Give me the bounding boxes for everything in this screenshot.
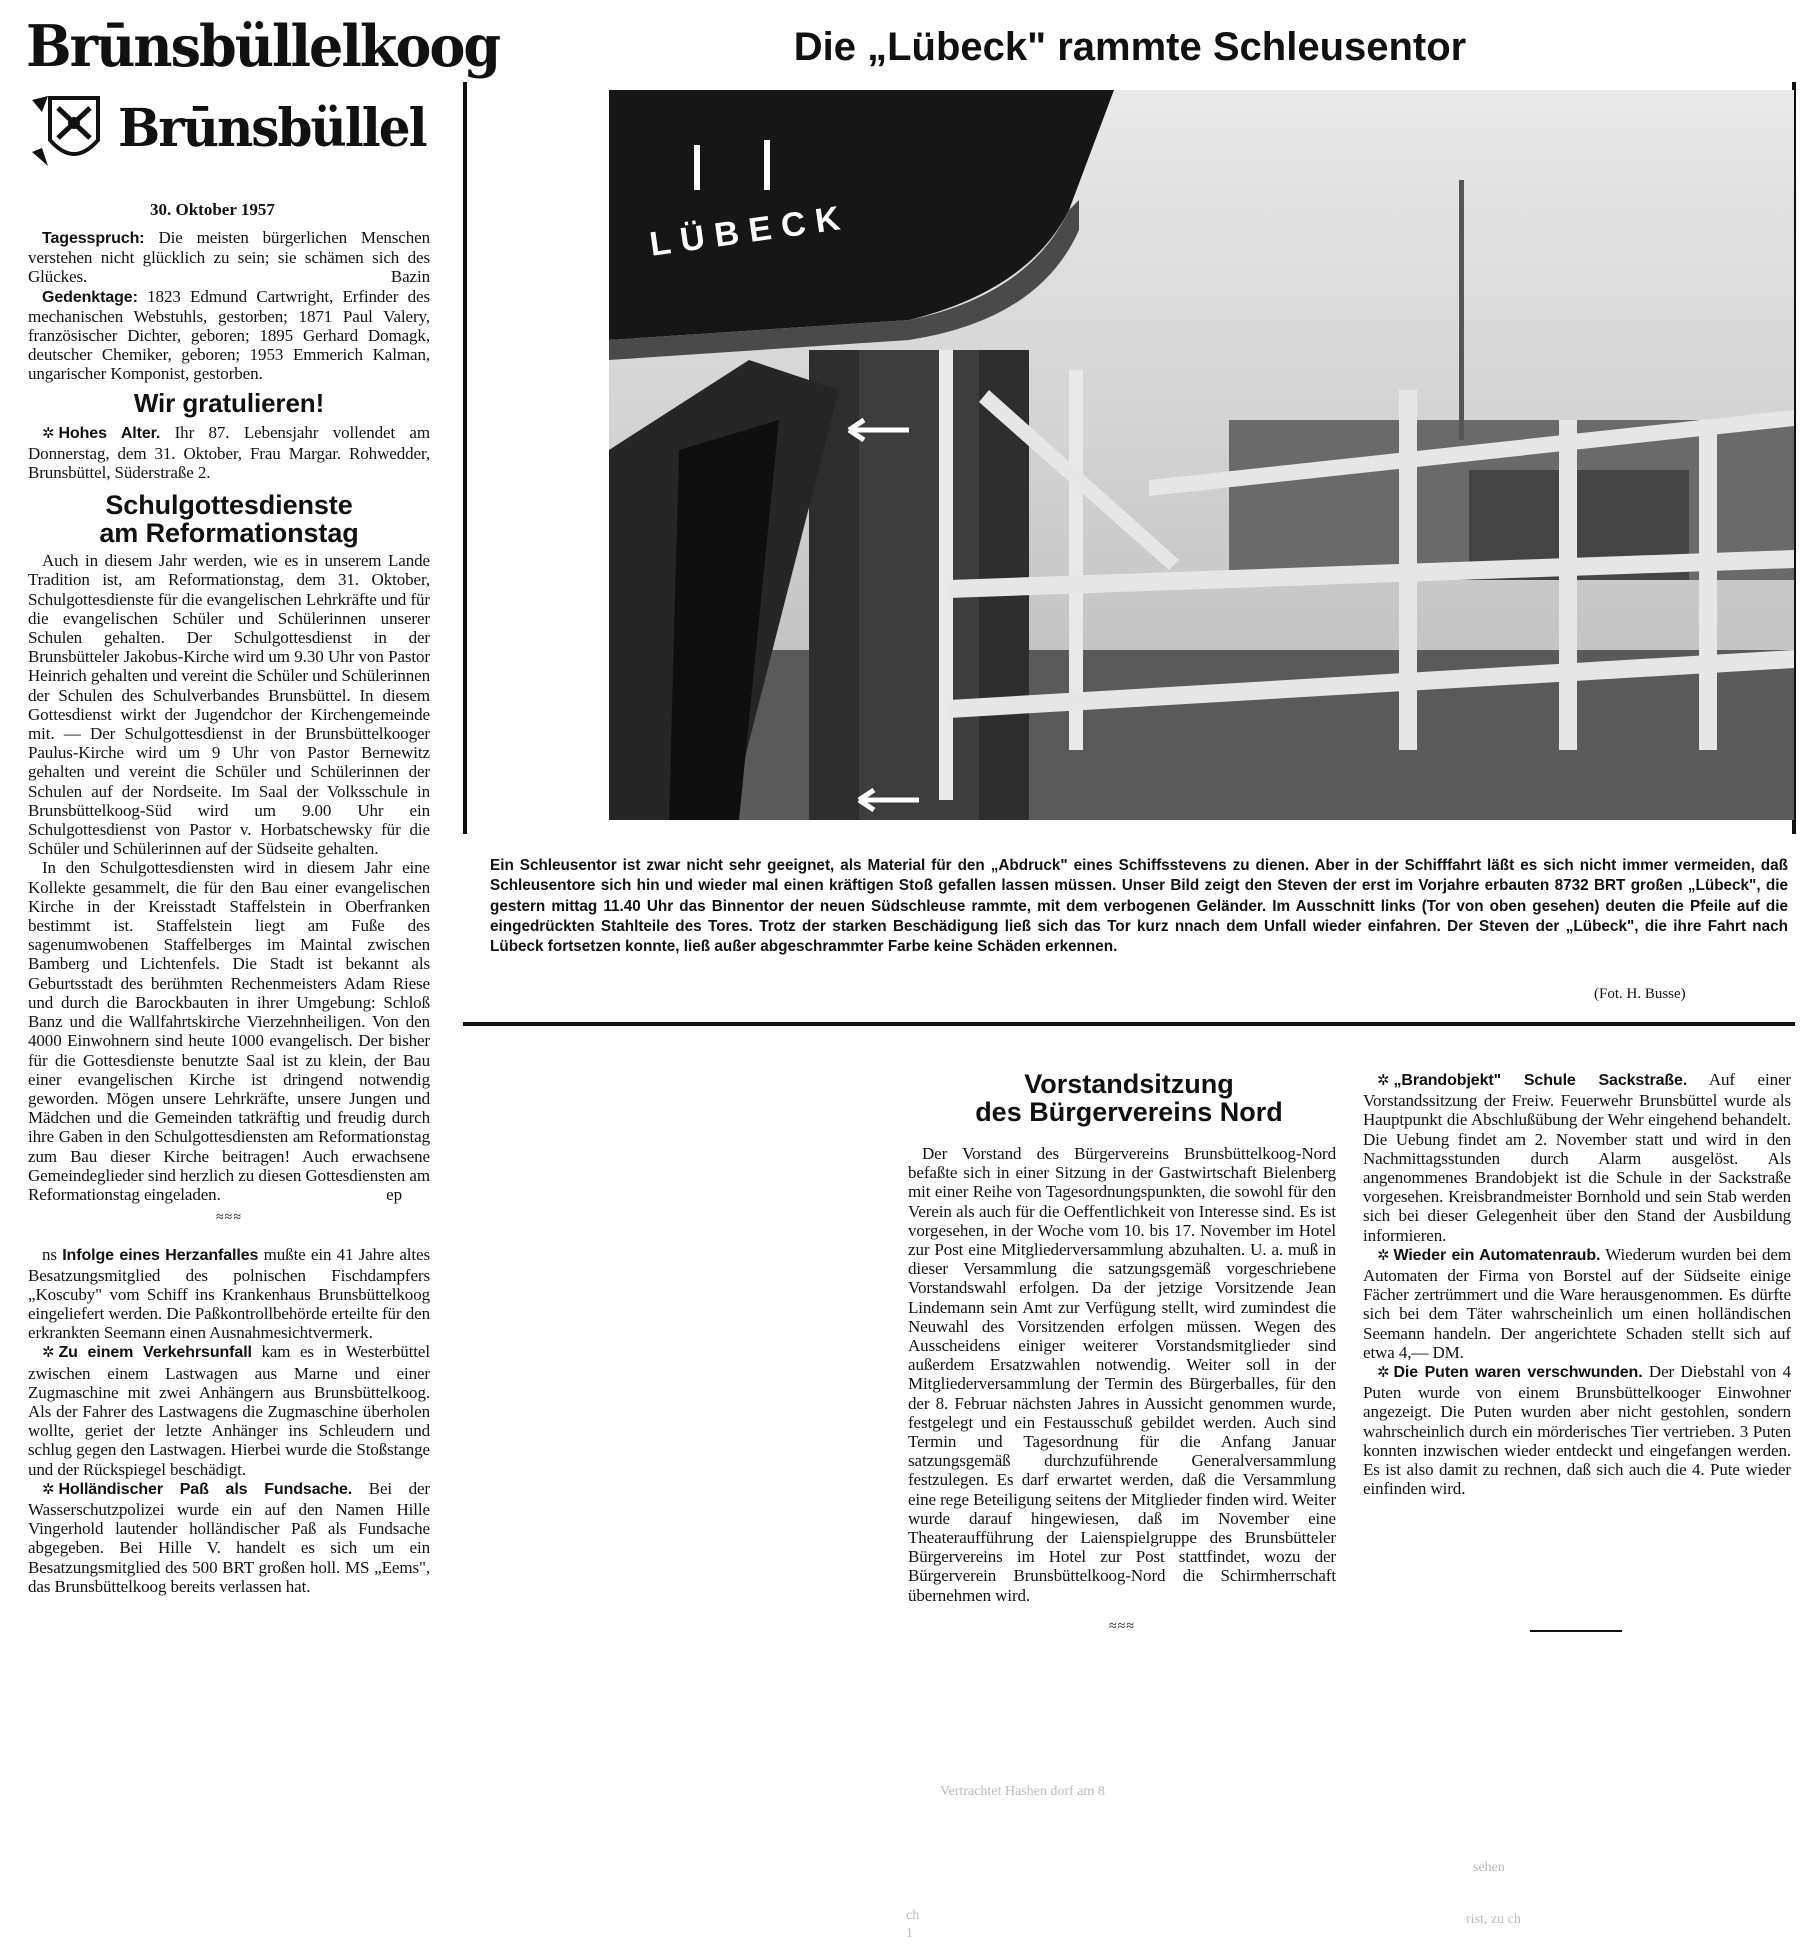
board-column xyxy=(908,1144,1336,1636)
congrats-heading: Wir gratulieren! xyxy=(133,387,325,418)
robbery-item: ✲ Wieder ein Automatenraub. Wiederum wurden bei dem Automaten der Firma von Borstel auf der Südseite einige Fächer zertrümmert und die Ware herausgenommen. Es dürfte sich bei dem Täter wahrscheinlich um einen holländischen Seemann handeln. Der angerichtete Schaden stellt sich auf etwa 4,— DM. xyxy=(1363,1244,1791,1362)
coat-of-arms-icon xyxy=(28,92,120,170)
masthead-title: Brūnsbüllelkoog xyxy=(26,12,500,80)
star-icon: ✲ xyxy=(42,1481,55,1498)
ship-photo xyxy=(609,90,1794,820)
bleed-text: rist, zu ch xyxy=(1466,1912,1521,1927)
column-rule-left xyxy=(463,82,467,834)
right-column xyxy=(1363,1070,1791,1498)
star-icon: ✲ xyxy=(1377,1247,1390,1264)
bleed-text: 1 xyxy=(906,1926,913,1941)
star-icon: ✲ xyxy=(42,1345,55,1362)
section-ornament: ≈≈≈ xyxy=(1108,1618,1136,1634)
ship-hull-lettering: LÜBECK xyxy=(647,198,853,264)
main-headline: Die „Lübeck" rammte Schleusentor xyxy=(793,25,1467,69)
school-heading: Schulgottesdienste am Reformationstag xyxy=(99,489,359,548)
left-column xyxy=(28,228,430,1596)
issue-date: 30. Oktober 1957 xyxy=(150,200,275,219)
school-paragraph-1: Auch in diesem Jahr werden, wie es in unserem Lande Tradition ist, am Reformationstag, dem 31. Oktober, Schulgottesdienste für die evangelischen Lehrkräfte und für die evangelischen Schüler und Schülerinnen unserer Schulen gehalten. Der Schulgottesdienst in der Brunsbütteler Jakobus-Kirche wird um 9.30 Uhr von Pastor Heinrich gehalten und vereint die Schüler und Schülerinnen der Schulen des Schulverbandes Brunsbüttel. In diesem Gottesdienst wirkt der Jugendchor der Kirchengemeinde mit. — Der Schulgottesdienst in der Brunsbüttelkooger Paulus-Kirche wird um 9 Uhr von Pastor Bernewitz gehalten und vereint die Schüler und Schülerinnen der Schulen auf der Nordseite. Im Saal der Volksschule in Brunsbüttelkoog-Süd wird um 9.00 Uhr ein Schulgottesdienst von Pastor v. Horbatschewsky für die Schüler und Schülerinnen auf der Südseite gehalten. xyxy=(28,551,430,859)
turkeys-item: ✲ Die Puten waren verschwunden. Der Diebstahl von 4 Puten wurde von einem Brunsbüttelkooger Einwohner angezeigt. Die Puten wurden aber nicht gestohlen, sondern wahrscheinlich durch ein mörderisches Tier vertrieben. 3 Puten konnten inzwischen wieder entdeckt und eingefangen werden. Es ist also damit zu rechnen, daß sich auch die 4. Pute wieder einfinden wird. xyxy=(1363,1362,1791,1499)
star-icon: ✲ xyxy=(1377,1365,1390,1382)
traffic-accident-item: ✲ Zu einem Verkehrsunfall kam es in Westerbüttel zwischen einem Lastwagen aus Marne und einer Zugmaschine mit zwei Anhängern aus Brunsbüttelkoog. Als der Fahrer des Lastwagens die Zugmaschine überholen wollte, geriet der letzte Anhänger ins Schleudern und schlug gegen den Lastwagen. Hierbei wurde die Stoßstange und der Rückspiegel beschädigt. xyxy=(28,1342,431,1479)
bleed-text: ch xyxy=(906,1908,920,1923)
board-heading: Vorstandsitzung des Bürgervereins Nord xyxy=(975,1069,1283,1128)
fire-drill-item: ✲ „Brandobjekt" Schule Sackstraße. Auf einer Vorstandssitzung der Freiw. Feuerwehr Brunsbüttel wurde als Hauptpunkt die Abschlußübung der Wehr eingehend behandelt. Die Uebung findet am 2. November statt und wird in den Nachmittagsstunden durch Alarm ausgelöst. Als angenommenes Brandobjekt ist die Schule in der Sackstraße vorgesehen. Kreisbrandmeister Bornhold und sein Stab werden sich bei dieser Gelegenheit über den Stand der Ausbildung informieren. xyxy=(1363,1070,1791,1245)
masthead-subtitle: Brūnsbüllel xyxy=(118,96,426,159)
horizontal-rule xyxy=(463,1022,1795,1026)
section-ornament: ≈≈≈ xyxy=(215,1210,243,1226)
photo-caption: Ein Schleusentor ist zwar nicht sehr geeignet, als Material für den „Abdruck" eines Schiffsstevens zu dienen. Aber in der Schifffahrt läßt es sich nicht immer vermeiden, daß Schleusentore sich hin und wieder mal einen kräftigen Stoß gefallen lassen müssen. Unser Bild zeigt den Steven der erst im Vorjahre erbauten 8732 BRT großen „Lübeck", die gestern mittag 11.40 Uhr das Binnentor der neuen Südschleuse rammte, mit dem verbogenen Geländer. Im Ausschnitt links (Tor von oben gesehen) deuten die Pfeile auf die eingedrückten Stahlteile des Tores. Trotz der starken Beschädigung ließ sich das Tor kurz nnach dem Unfall wieder einfahren. Der Steven der „Lübeck", die ihre Fahrt nach Lübeck fortsetzen konnte, ließ außer abgeschrammter Farbe keine Schäden erkennen. xyxy=(490,857,1788,956)
congrats-item: ✲ Hohes Alter. Ihr 87. Lebensjahr vollendet am Donnerstag, dem 31. Oktober, Frau Margar. Rohwedder, Brunsbüttel, Süderstraße 2. xyxy=(28,422,430,483)
passport-item: ✲ Holländischer Paß als Fundsache. Bei der Wasserschutzpolizei wurde ein auf den Namen Hille Vingerhold lautender holländischer Paß als Fundsache abgegeben. Bei Hille V. handelt es sich um ein Besatzungsmitglied des 500 BRT großen holl. MS „Eems", das Brunsbüttelkoog bereits verlassen hat. xyxy=(28,1478,430,1596)
star-icon: ✲ xyxy=(1377,1073,1390,1089)
end-rule xyxy=(1530,1630,1622,1632)
daily-saying: Tagesspruch: Die meisten bürgerlichen Menschen verstehen nicht glücklich zu sein; sie schämen sich des Glückes. Bazin xyxy=(28,228,431,287)
star-icon: ✲ xyxy=(42,425,55,442)
school-paragraph-2: In den Schulgottesdiensten wird in diesem Jahr eine Kollekte gesammelt, die für den Bau einer evangelischen Kirche in der Kreisstadt Staffelstein in Oberfranken bestimmt ist. Staffelstein liegt am Fuße des sagenumwobenen Staffelberges im Maintal zwischen Bamberg und Lichtenfels. Die Stadt ist bekannt als Geburtsstadt des berühmten Rechenmeisters Adam Riese und durch die Barockbauten in ihrer Umgebung: Schloß Banz und die Wallfahrtskirche Vierzehnheiligen. Von den 4000 Einwohnern sind heute 1000 evangelisch. Der bisher für die Gottesdienste benutzte Saal ist zu klein, der Bau einer evangelischen Kirche ist dringend notwendig geworden. Mögen unsere Lehrkräfte, unsere Jungen und Mädchen und die Gemeinden tatkräftig und freudig durch ihre Gaben in den Schulgottesdiensten am Reformationstag zum Bau dieser Kirche beitragen! Auch erwachsene Gemeindeglieder sind herzlich zu diesen Gottesdiensten am Reformationstag eingeladen. ep xyxy=(28,858,430,1204)
bleed-text: sehen xyxy=(1473,1860,1505,1875)
heart-attack-item: ns Infolge eines Herzanfalles mußte ein 41 Jahre altes Besatzungsmitglied des polnischen Fischdampfers „Koscuby" vom Schiff ins Krankenhaus Brunsbüttelkoog eingeliefert werden. Die Paßkontrollbehörde erteilte für den erkrankten Seemann einen Ausnahmesichtvermerk. xyxy=(28,1245,430,1343)
photo-credit: (Fot. H. Busse) xyxy=(1594,986,1686,1002)
memorial-days: Gedenktage: 1823 Edmund Cartwright, Erfinder des mechanischen Webstuhls, gestorben; 1871 Paul Valery, französischer Dichter, geboren; 1895 Gerhard Domagk, deutscher Chemiker, geboren; 1953 Emmerich Kalman, ungarischer Komponist, gestorben. xyxy=(28,286,430,384)
bleed-text: Vertrachtet Hashen dorf am 8 xyxy=(940,1784,1105,1799)
board-paragraph: Der Vorstand des Bürgervereins Brunsbüttelkoog-Nord befaßte sich in einer Sitzung in der Gastwirtschaft Bielenberg mit einer Reihe von Tagesordnungspunkten, die sowohl für den Verein als auch für die Oeffentlichkeit von Interesse sind. Es ist vorgesehen, in der Woche vom 10. bis 17. November im Hotel zur Post eine Mitgliederversammlung abzuhalten. U. a. muß in dieser Versammlung die satzungsgemäß vorgeschriebene Vorstandswahl erfolgen. Da der jetzige Vorsitzende Jean Lindemann sein Amt zur Verfügung stellt, wird zumindest die Neuwahl des Vorsitzenden erfolgen müssen. Wegen des Ausscheidens einiger weiterer Vorstandsmitglieder sind außerdem Ersatzwahlen notwendig. Weiter soll in der Mitgliederversammlung der Termin des Bürgerballes, für den der 8. Februar nächsten Jahres in Aussicht genommen wurde, festgelegt und ein Festausschuß gebildet werden. Auch sind Termin und Tagesordnung für die Anfang Januar satzungsgemäß durchzuführende Generalversammlung festzulegen. Es darf erwartet werden, daß die Versammlung eine rege Beteiligung seitens der Mitglieder finden wird. Weiter wurde darauf hingewiesen, daß im November eine Theateraufführung der Laienspielgruppe des Brunsbütteler Bürgervereins im Hotel zur Post stattfindet, wozu der Bürgerverein Brunsbüttelkoog-Nord die Schirmherrschaft übernehmen wird. xyxy=(908,1144,1336,1605)
